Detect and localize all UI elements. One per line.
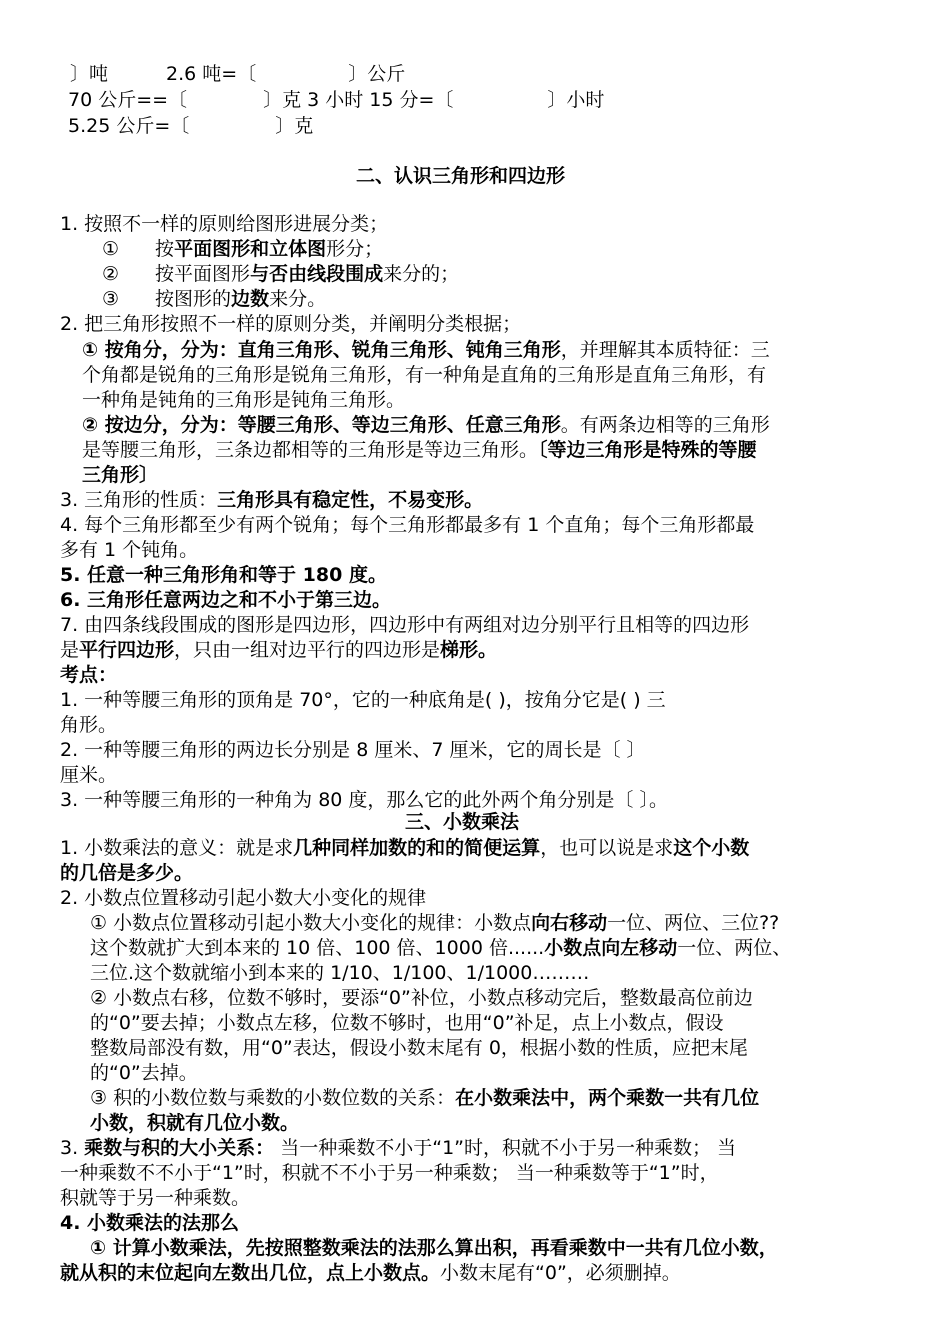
- text-span: 这个数就扩大到本来的 10 倍、100 倍、1000 倍......: [90, 937, 545, 959]
- text-span: 三角形具有稳定性，不易变形。: [217, 489, 484, 511]
- paragraph: [90, 936, 791, 960]
- text-span: 小数末尾有“0”，必须删掉。: [440, 1262, 681, 1284]
- text-span: 一位、两位、三位??: [607, 912, 780, 934]
- text: 70 公斤==〔: [68, 89, 188, 111]
- text-span: ①: [102, 238, 120, 260]
- text-span: 3.: [60, 1137, 85, 1159]
- section-title-decimal-multiplication: 三、小数乘法: [405, 811, 520, 833]
- paragraph: ① 计算小数乘法，先按照整数乘法的法那么算出积，再看乘数中一共有几位小数，: [90, 1237, 778, 1259]
- paragraph: 一种角是钝角的三角形是钝角三角形。: [82, 389, 406, 411]
- text-span: ③: [102, 288, 120, 310]
- text-span: 〔等边三角形是特殊的等腰: [538, 439, 757, 461]
- section-title-triangles: 二、认识三角形和四边形: [356, 165, 566, 187]
- text-span: 按平面图形: [155, 263, 251, 285]
- paragraph: 小数，积就有几位小数。: [90, 1112, 300, 1134]
- text-span: 3. 三角形的性质：: [60, 489, 218, 511]
- paragraph: 2. 把三角形按照不一样的原则分类，并阐明分类根据；: [60, 313, 522, 335]
- paragraph: 的“0”去掉。: [90, 1062, 198, 1084]
- text: 5.25 公斤=〔: [68, 115, 190, 137]
- paragraph: 的“0”要去掉；小数点左移，位数不够时，也用“0”补足，点上小数点，假设: [90, 1012, 724, 1034]
- text-span: 是: [60, 639, 80, 661]
- question: 1. 一种等腰三角形的顶角是 70°，它的一种底角是( )，按角分它是( ) 三: [60, 689, 666, 711]
- list-item: [102, 237, 383, 261]
- text-span: 平行四边形: [79, 639, 175, 661]
- text-span: 这个小数: [673, 837, 750, 859]
- text-span: 在小数乘法中，两个乘数一共有几位: [455, 1087, 760, 1109]
- text-span: 一位、两位、: [677, 937, 792, 959]
- text-span: ，只由一组对边平行的四边形是: [174, 639, 441, 661]
- paragraph: [60, 638, 497, 662]
- paragraph: 积就等于另一种乘数。: [60, 1187, 251, 1209]
- text-span: 来分的；: [383, 263, 460, 285]
- conversion-line-2: [68, 88, 604, 112]
- text-span: 就从积的末位起向左数出几位，点上小数点。: [60, 1262, 441, 1284]
- text-span: ③ 积的小数位数与乘数的小数位数的关系：: [90, 1087, 456, 1109]
- text-span: ，并理解其本质特征：三: [560, 339, 770, 361]
- paragraph: 4. 每个三角形都至少有两个锐角；每个三角形都最多有 1 个直角；每个三角形都最: [60, 514, 755, 536]
- text-span: 向右移动: [531, 912, 608, 934]
- list-item: [102, 262, 459, 286]
- conversion-line-3: [68, 114, 313, 138]
- text-span: 乘数与积的大小关系：: [84, 1137, 275, 1159]
- question: 厘米。: [60, 764, 118, 786]
- paragraph: ② 小数点右移，位数不够时，要添“0”补位，小数点移动完后，整数最高位前边: [90, 987, 753, 1009]
- paragraph: 1. 按照不一样的原则给图形进展分类；: [60, 213, 389, 235]
- text: 〕吨: [70, 63, 109, 85]
- paragraph: [82, 338, 770, 362]
- text: 〕公斤: [348, 63, 406, 85]
- text-span: 是等腰三角形，三条边都相等的三角形是等边三角形。: [82, 439, 539, 461]
- text-span: ②: [102, 263, 120, 285]
- text: 〕克: [275, 115, 314, 137]
- paragraph: [82, 438, 757, 462]
- text-span: 边数: [231, 288, 270, 310]
- text-span: 与否由线段围成: [250, 263, 384, 285]
- paragraph: 三角形〕: [82, 464, 159, 486]
- paragraph: [82, 413, 770, 437]
- paragraph: [60, 836, 749, 860]
- paragraph: 4. 小数乘法的法那么: [60, 1212, 240, 1234]
- text-span: ，也可以说是求: [540, 837, 674, 859]
- paragraph: 7. 由四条线段围成的图形是四边形，四边形中有两组对边分别平行且相等的四边形: [60, 614, 750, 636]
- list-item: [102, 287, 326, 311]
- paragraph: 个角都是锐角的三角形是锐角三角形，有一种角是直角的三角形是直角三角形，有: [82, 364, 767, 386]
- paragraph: 5. 任意一种三角形角和等于 180 度。: [60, 564, 387, 586]
- text: 2.6 吨=〔: [166, 63, 257, 85]
- text-span: 1. 小数乘法的意义：就是求: [60, 837, 294, 859]
- text: 〕小时: [547, 89, 605, 111]
- text-span: 当一种乘数不小于“1”时，积就不小于另一种乘数； 当: [274, 1137, 737, 1159]
- text-span: 来分。: [269, 288, 327, 310]
- paragraph: 三位.这个数就缩小到本来的 1/10、1/100、1/1000………: [90, 962, 590, 984]
- text-span: 形分；: [326, 238, 384, 260]
- text-span: 平面图形和立体图: [174, 238, 327, 260]
- text-span: 按图形的: [155, 288, 232, 310]
- paragraph: [90, 911, 779, 935]
- exam-points-heading: 考点：: [60, 664, 118, 686]
- paragraph: [60, 488, 483, 512]
- text: 〕克 3 小时 15 分=〔: [263, 89, 454, 111]
- paragraph: 多有 1 个钝角。: [60, 539, 199, 561]
- question: 2. 一种等腰三角形的两边长分别是 8 厘米、7 厘米，它的周长是〔 〕: [60, 739, 646, 761]
- text-span: 小数点向左移动: [544, 937, 678, 959]
- paragraph: [90, 1086, 759, 1110]
- paragraph: 2. 小数点位置移动引起小数大小变化的规律: [60, 887, 427, 909]
- text-span: 按: [155, 238, 175, 260]
- paragraph: [60, 1261, 681, 1285]
- text-span: 梯形。: [440, 639, 498, 661]
- conversion-line-1: [70, 62, 405, 86]
- question: 角形。: [60, 714, 118, 736]
- text-span: 。有两条边相等的三角形: [560, 414, 770, 436]
- paragraph: [60, 1136, 736, 1160]
- paragraph: 的几倍是多少。: [60, 862, 194, 884]
- paragraph: 整数局部没有数，用“0”表达，假设小数末尾有 0，根据小数的性质，应把末尾: [90, 1037, 748, 1059]
- text-span: 几种同样加数的和的简便运算: [293, 837, 541, 859]
- paragraph: 一种乘数不不小于“1”时，积就不不小于另一种乘数； 当一种乘数等于“1”时，: [60, 1162, 719, 1184]
- question: 3. 一种等腰三角形的一种角为 80 度，那么它的此外两个角分别是〔 〕。: [60, 789, 668, 811]
- paragraph: 6. 三角形任意两边之和不小于第三边。: [60, 589, 392, 611]
- text-span: ① 小数点位置移动引起小数大小变化的规律：小数点: [90, 912, 532, 934]
- text-span: ① 按角分，分为：直角三角形、锐角三角形、钝角三角形: [82, 339, 561, 361]
- text-span: ② 按边分，分为：等腰三角形、等边三角形、任意三角形: [82, 414, 561, 436]
